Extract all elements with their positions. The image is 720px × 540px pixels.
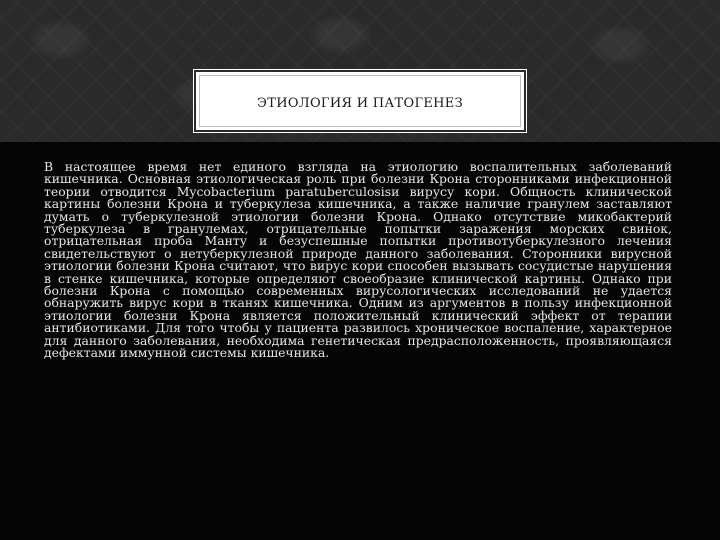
slide-body-text: В настоящее время нет единого взгляда на этиологию воспалительных заболеваний кишечника. Основная этиологическая роль при болезни Крона сторонниками инфекционной теории отводится Mycobacterium paratuberculosisи вирусу кори. Общность клинической картины болезни Крона и туберкулеза кишечника, а также наличие гранулем заставляют думать о туберкулезной этиологии болезни Крона. Однако отсутствие микобактерий туберкулеза в гранулемах, отрицательные попытки заражения морских свинок, отрицательная проба Манту и безуспешные попытки противотуберкулезного лечения свидетельствуют о нетуберкулезной природе данного заболевания. Сторонники вирусной этиологии болезни Крона считают, что вирус кори способен вызывать сосудистые нарушения в стенке кишечника, которые определяют своеобразие клинической картины. Однако при болезни Крона с помощью современных вирусологических исследований не удается обнаружить вирус кори в тканях кишечника. Одним из аргументов в пользу инфекционной этиологии болезни Крона является положительный клинический эффект от терапии антибиотиками. Для того чтобы у пациента развилось хроническое воспаление, характерное для данного заболевания, необходима генетическая предрасположенность, проявляющаяся дефектами иммунной системы кишечника. — [44, 159, 672, 361]
slide-title: ЭТИОЛОГИЯ И ПАТОГЕНЕЗ — [257, 95, 463, 111]
title-box — [194, 70, 526, 132]
